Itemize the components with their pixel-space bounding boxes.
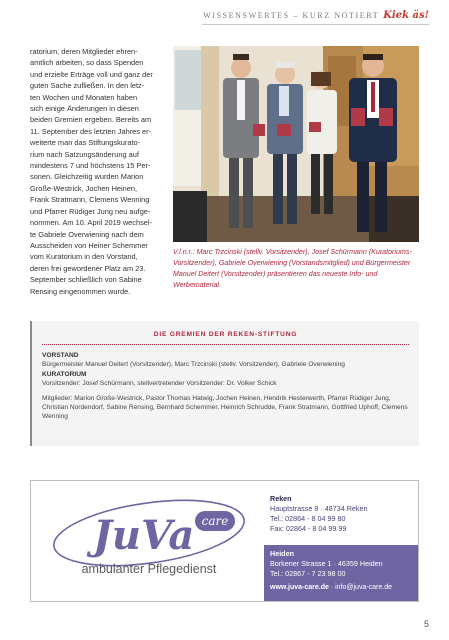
article-line: vom Kuratorium in den Vorstand, bbox=[30, 252, 138, 262]
kuratorium-label: KURATORIUM bbox=[42, 370, 87, 378]
page-header bbox=[203, 10, 429, 21]
article-line: Große-Westrick, Jochen Heinen, bbox=[30, 183, 138, 193]
article-line: amtlich arbeiten, so dass Spenden bbox=[30, 58, 144, 68]
article-line: guten Sache zufließen. In den letz- bbox=[30, 81, 145, 91]
reken-label: Reken bbox=[270, 494, 292, 503]
gremien-title: DIE GREMIEN DER REKEN-STIFTUNG bbox=[153, 331, 298, 338]
article-line: mindestens 7 und höchstens 15 Per- bbox=[30, 161, 151, 171]
article-line: te Gabriele Overwiening nach dem bbox=[30, 229, 144, 239]
email-link[interactable]: · info@juva-care.de bbox=[330, 584, 393, 591]
reken-contact bbox=[270, 494, 368, 534]
article-line: weiterte man das Stiftungskurato- bbox=[30, 138, 141, 148]
reken-address: Hauptstrasse 8 · 48734 Reken bbox=[270, 504, 368, 513]
logo-word: JuVa bbox=[93, 512, 195, 559]
article-line: und erzielte Erträge voll und ganz der bbox=[30, 69, 153, 79]
ad-contact-panel bbox=[264, 481, 418, 601]
article-line: 11. September des letzten Jahres er- bbox=[30, 126, 152, 136]
heiden-label: Heiden bbox=[270, 549, 294, 558]
article-line: nommen. Am 10. April 2019 wechsel- bbox=[30, 218, 153, 228]
reken-fax: Fax: 02864 - 8 04 99 99 bbox=[270, 524, 347, 533]
article-line: Rensing eingenommen wurde. bbox=[30, 286, 131, 296]
mitglieder-text: Mitglieder: Marion Große-Westrick, Pastor Thomas Hatwig, Jochen Heinen, Hendrik Hesterwerth, Pfarrer Rüdiger Jung, Christian Nordendorf, Sabine Rensing, Bernhard Schemmer, Heinrich Schrudde, Frank Stratmann, Gottfried Uphoff, Clemens Wenning bbox=[42, 394, 408, 421]
dotted-divider bbox=[42, 344, 409, 345]
vorstand-label: VORSTAND bbox=[42, 352, 79, 359]
page-number: 5 bbox=[423, 619, 429, 629]
article-line: sonen. Gleichzeitig wurden Marion bbox=[30, 172, 144, 182]
section-title: WISSENSWERTES – KURZ NOTIERT bbox=[203, 11, 380, 20]
article-line: ten Wochen und Monaten haben bbox=[30, 92, 138, 102]
article-line: September schließlich von Sabine bbox=[30, 275, 142, 285]
group-photo bbox=[173, 46, 419, 242]
article-line: Ausscheiden von Heiner Schemmer bbox=[30, 240, 148, 250]
website-link[interactable]: www.juva-care.de bbox=[270, 584, 329, 591]
heiden-contact bbox=[264, 545, 418, 601]
photo-caption: V.l.n.r.: Marc Trzcinski (stellv. Vorsitzender), Josef Schürmann (Kuratoriums-Vorsitzender), Gabriele Overwiening (Vorstandsmitglied) und Bürgermeister Manuel Deitert (Vorsitzender) präsentieren das neueste Info- und Werbematerial. bbox=[173, 248, 412, 289]
article-line: und Pfarrer Rüdiger Jung neu aufge- bbox=[30, 206, 151, 216]
reken-tel: Tel.: 02864 - 8 04 99 80 bbox=[270, 514, 346, 523]
juva-care-ad bbox=[30, 480, 419, 602]
kuratorium-text: Vorsitzender: Josef Schürmann, stellvertretender Vorsitzender: Dr. Volker Schick bbox=[42, 380, 277, 388]
article-line: beiden Gremien ergeben. Bereits am bbox=[30, 115, 152, 125]
article-line: rium nach Satzungsänderung auf bbox=[30, 149, 139, 159]
tagline-logo: Kiek äs! bbox=[383, 10, 429, 21]
heiden-address: Borkener Strasse 1 · 46359 Heiden bbox=[270, 559, 383, 568]
web-line bbox=[270, 583, 412, 593]
article-line: deren frei gewordener Platz am 23. bbox=[30, 263, 146, 273]
article-line: Frank Stratmann, Clemens Wenning bbox=[30, 195, 150, 205]
juva-logo bbox=[31, 481, 264, 603]
gremien-box bbox=[30, 321, 419, 446]
heiden-tel: Tel.: 02867 - 7 23 98 00 bbox=[270, 569, 346, 578]
article-line: ratorium, deren Mitglieder ehren- bbox=[30, 47, 138, 56]
logo-subtitle: ambulanter Pflegedienst bbox=[81, 562, 217, 576]
article-text bbox=[30, 46, 162, 297]
article-line: sich einige Änderungen in diesen bbox=[30, 104, 139, 114]
vorstand-text: Bürgermeister Manuel Deitert (Vorsitzender), Marc Trzcinski (stellv. Vorsitzender), Gabriele Overwiening bbox=[42, 361, 345, 369]
logo-badge: care bbox=[201, 514, 229, 528]
header-rule bbox=[202, 24, 429, 25]
